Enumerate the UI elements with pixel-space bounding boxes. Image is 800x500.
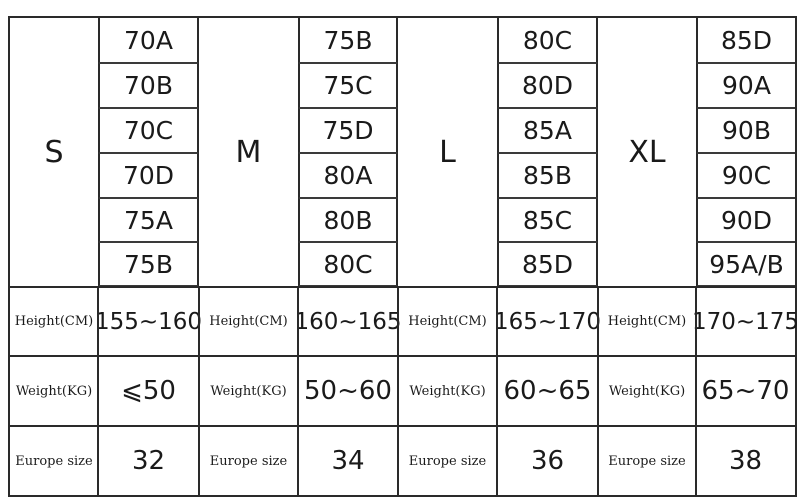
weight-label: Weight(KG) bbox=[15, 383, 93, 399]
europe-size-value: 34 bbox=[331, 446, 365, 476]
europe-size-label: Europe size bbox=[608, 453, 686, 469]
weight-label: Weight(KG) bbox=[608, 383, 686, 399]
cup-cell: 90D bbox=[696, 198, 795, 242]
cup-cell: 85A bbox=[497, 108, 598, 153]
cup-cell: 80D bbox=[497, 63, 598, 108]
cup-cell: 80A bbox=[298, 153, 398, 198]
cup-cell: 75B bbox=[98, 242, 199, 286]
cup-cell: 70C bbox=[98, 108, 199, 153]
cup-cell: 85B bbox=[497, 153, 598, 198]
europe-size-label: Europe size bbox=[408, 453, 487, 469]
cup-cell: 90A bbox=[696, 63, 795, 108]
weight-value: 60~65 bbox=[503, 376, 592, 406]
cup-cell: 80C bbox=[497, 18, 598, 63]
cup-cell: 75B bbox=[298, 18, 398, 63]
weight-value: 65~70 bbox=[701, 376, 790, 406]
column-divider bbox=[597, 286, 599, 497]
cup-cell: 70A bbox=[98, 18, 199, 63]
height-label: Height(CM) bbox=[607, 314, 687, 329]
cup-cell: 75C bbox=[298, 63, 398, 108]
europe-size-value: 32 bbox=[131, 446, 166, 476]
cup-cell: 80C bbox=[298, 242, 398, 286]
cup-cell: 85C bbox=[497, 198, 598, 242]
cup-cell: 80B bbox=[298, 198, 398, 242]
height-value: 170~175 bbox=[691, 308, 800, 335]
size-label-xl: XL bbox=[628, 134, 666, 170]
height-value: 165~170 bbox=[493, 308, 602, 335]
column-divider bbox=[496, 286, 498, 497]
column-divider bbox=[397, 286, 399, 497]
weight-label: Weight(KG) bbox=[409, 383, 486, 399]
europe-size-value: 36 bbox=[530, 446, 565, 476]
cup-cell: 90C bbox=[696, 153, 795, 198]
size-label-s: S bbox=[44, 134, 64, 170]
cup-cell: 85D bbox=[497, 242, 598, 286]
size-chart-table bbox=[8, 16, 800, 497]
europe-size-value: 38 bbox=[728, 446, 763, 476]
column-divider bbox=[695, 286, 697, 497]
weight-label: Weight(KG) bbox=[210, 383, 287, 399]
height-value: 155~160 bbox=[94, 308, 203, 335]
height-label: Height(CM) bbox=[14, 314, 94, 329]
size-label-m: M bbox=[235, 134, 262, 170]
cup-cell: 75D bbox=[298, 108, 398, 153]
cup-cell: 75A bbox=[98, 198, 199, 242]
column-divider bbox=[297, 286, 299, 497]
weight-value: 50~60 bbox=[304, 376, 392, 406]
column-divider bbox=[97, 286, 99, 497]
cup-cell: 70B bbox=[98, 63, 199, 108]
cup-cell: 95A/B bbox=[696, 242, 795, 286]
europe-size-label: Europe size bbox=[209, 453, 288, 469]
size-label-l: L bbox=[439, 134, 456, 170]
weight-value: ⩽50 bbox=[121, 376, 176, 406]
cup-cell: 85D bbox=[696, 18, 795, 63]
height-label: Height(CM) bbox=[209, 314, 288, 329]
europe-size-label: Europe size bbox=[15, 453, 93, 469]
cup-cell: 90B bbox=[696, 108, 795, 153]
column-divider bbox=[198, 286, 200, 497]
height-value: 160~165 bbox=[294, 308, 402, 335]
cup-cell: 70D bbox=[98, 153, 199, 198]
height-label: Height(CM) bbox=[408, 314, 487, 329]
